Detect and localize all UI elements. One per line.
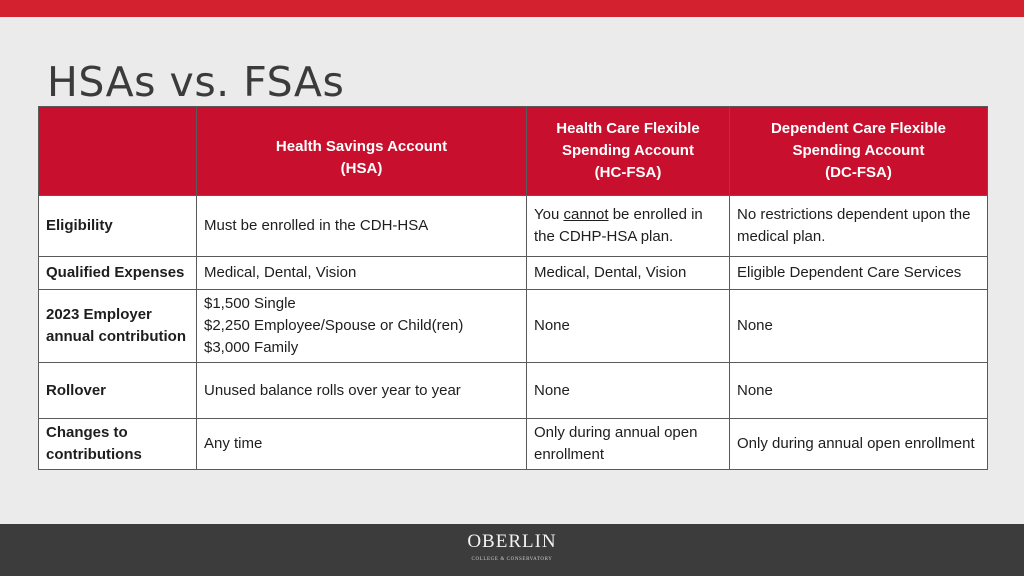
cell-hc-fsa: None: [527, 290, 730, 363]
row-label: Rollover: [39, 363, 197, 419]
header-dc-fsa: [730, 107, 988, 196]
cell-hsa: Must be enrolled in the CDH-HSA: [197, 196, 527, 257]
comparison-table: [38, 106, 988, 470]
row-label: 2023 Employer annual contribution: [39, 290, 197, 363]
header-empty-cell: [39, 107, 197, 196]
table-header-row: [39, 107, 988, 196]
cell-hc-fsa: Only during annual open enrollment: [527, 419, 730, 470]
table-row-employer-contribution: [39, 290, 988, 363]
header-hsa: [197, 107, 527, 196]
cell-dc-fsa: Only during annual open enrollment: [730, 419, 988, 470]
oberlin-logo-subtitle: COLLEGE & CONSERVATORY: [471, 557, 553, 562]
contribution-family: $3,000 Family: [204, 339, 299, 356]
cell-text: be enrolled in the CDHP-HSA plan.: [534, 206, 703, 245]
row-label: Changes to contributions: [39, 419, 197, 470]
emphasis-text: cannot: [563, 206, 609, 223]
cell-hsa: [197, 290, 527, 363]
oberlin-logo: OBERLIN: [467, 531, 557, 552]
cell-hc-fsa: Medical, Dental, Vision: [527, 257, 730, 290]
cell-dc-fsa: Eligible Dependent Care Services: [730, 257, 988, 290]
cell-dc-fsa: No restrictions dependent upon the medical plan.: [730, 196, 988, 257]
table-row-qualified-expenses: [39, 257, 988, 290]
table-row-changes: [39, 419, 988, 470]
row-label: Qualified Expenses: [39, 257, 197, 290]
header-dc-fsa-line: Dependent Care Flexible Spending Account (DC-FSA): [770, 120, 947, 181]
table-row-eligibility: [39, 196, 988, 257]
cell-hsa: Any time: [197, 419, 527, 470]
header-hc-fsa-line: Health Care Flexible Spending Account (HC-FSA): [556, 120, 700, 181]
cell-dc-fsa: None: [730, 363, 988, 419]
footer-bar: [0, 524, 1024, 576]
cell-hsa: Medical, Dental, Vision: [197, 257, 527, 290]
row-label: Eligibility: [39, 196, 197, 257]
top-accent-bar: [0, 0, 1024, 17]
cell-hc-fsa: None: [527, 363, 730, 419]
cell-hc-fsa: [527, 196, 730, 257]
header-hsa-line: Health Savings Account (HSA): [275, 138, 448, 177]
cell-hsa: Unused balance rolls over year to year: [197, 363, 527, 419]
page-title: HSAs vs. FSAs: [47, 58, 345, 106]
contribution-employee-spouse-child: $2,250 Employee/Spouse or Child(ren): [204, 317, 464, 334]
cell-dc-fsa: None: [730, 290, 988, 363]
cell-text: You: [534, 206, 564, 223]
contribution-single: $1,500 Single: [204, 295, 296, 312]
table-row-rollover: [39, 363, 988, 419]
header-hc-fsa: [527, 107, 730, 196]
